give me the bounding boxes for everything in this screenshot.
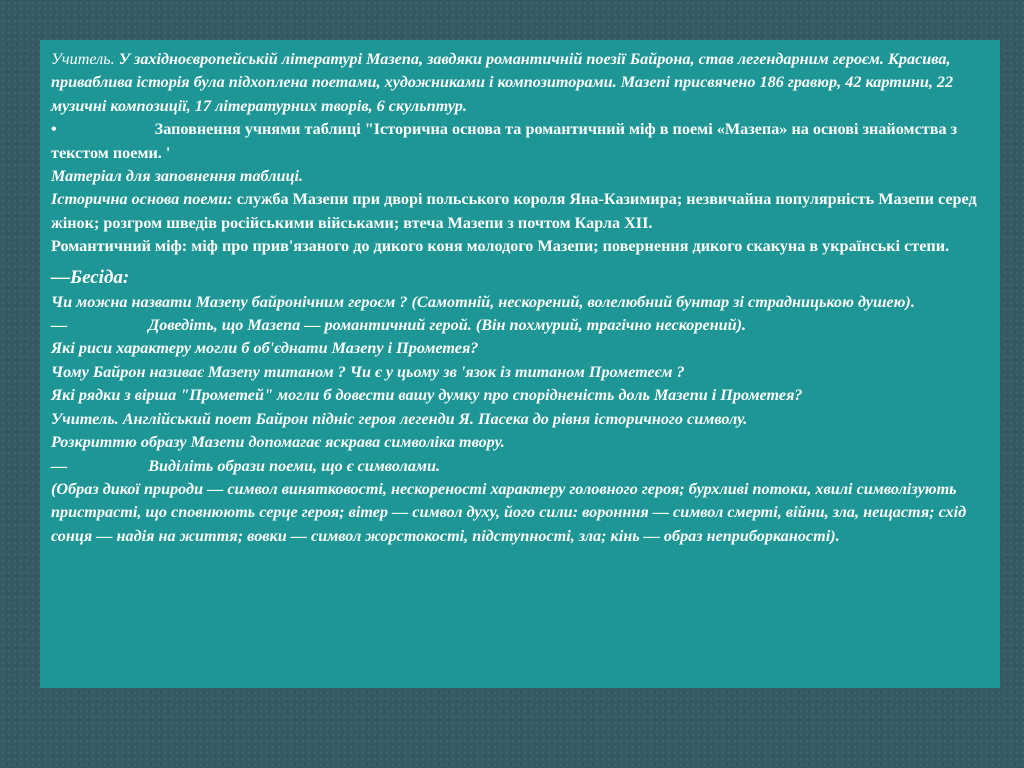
- question-4: Чому Байрон називає Мазепу титаном ? Чи є у цьому зв 'язок із титаном Прометеєм ?: [51, 362, 685, 381]
- history-text: служба Мазепи при дворі польського короля Яна-Казимира; незвичайна популярність Мазепи серед жінок; розгром шведів російськими військами; втеча Мазепи з почтом Карла XII.: [51, 190, 977, 232]
- intro-text: У західноєвропейській літературі Мазепа, завдяки романтичній поезії Байрона, став легендарним героєм. Красива, приваблива історія була підхоплена поетами, художниками і композиторами. Мазепі присвячено 186 гравюр, 42 картини, 22 музичні композиції, 17 літературних творів, 6 скульптур.: [51, 50, 954, 115]
- intro-paragraph: [51, 48, 988, 118]
- task-bullet-line: [51, 118, 988, 165]
- task-2-line: [51, 455, 988, 478]
- symbolism-intro: Розкриттю образу Мазепи допомагає яскрава символіка твору.: [51, 433, 505, 452]
- teacher-label: Учитель.: [51, 50, 115, 68]
- dash-mark: —: [51, 456, 68, 475]
- material-label: Матеріал для заповнення таблиці.: [51, 167, 304, 186]
- question-5: Які рядки з вірша "Прометей" могли б довести вашу думку про спорідненість доль Мазепи і Прометея?: [51, 386, 803, 405]
- history-line: [51, 188, 988, 235]
- task-text: Заповнення учнями таблиці "Історична основа та романтичний міф в поемі «Мазепа» на основі знайомства з текстом поеми. ': [51, 120, 958, 162]
- question-2-line: [51, 314, 988, 337]
- symbols-explanation: (Образ дикої природи — символ винятковості, нескореності характеру головного героя; бурхливі потоки, хвилі символізують пристрасті, що сповнюють серце героя; вітер — символ духу, його сили: воронння — символ смерті, війни, зла, нещастя; схід сонця — надія на життя; вовки — символ жорстокості, підступності, зла; кінь — образ неприборканості).: [51, 479, 967, 545]
- slide-text-panel: [40, 40, 1000, 688]
- history-label: Історична основа поеми:: [51, 190, 233, 209]
- myth-line: Романтичний міф: міф про прив'язаного до дикого коня молодого Мазепи; повернення дикого скакуна в українські степи.: [51, 237, 950, 256]
- question-2: Доведіть, що Мазепа — романтичний герой. (Він похмурий, трагічно нескорений).: [148, 316, 747, 335]
- question-3: Які риси характеру могли б об'єднати Мазепу і Прометея?: [51, 339, 479, 358]
- bullet-mark: •: [51, 120, 57, 139]
- question-1: Чи можна назвати Мазепу байронічним героєм ? (Самотній, нескорений, волелюбний бунтар зі страдницькою душею).: [51, 292, 915, 311]
- dash-mark: —: [51, 316, 68, 335]
- task-2: Виділіть образи поеми, що є символами.: [148, 456, 441, 475]
- discussion-heading: —Бесіда:: [51, 266, 130, 288]
- teacher-statement: Учитель. Англійський поет Байрон підніс героя легенди Я. Пасека до рівня історичного символу.: [51, 409, 748, 428]
